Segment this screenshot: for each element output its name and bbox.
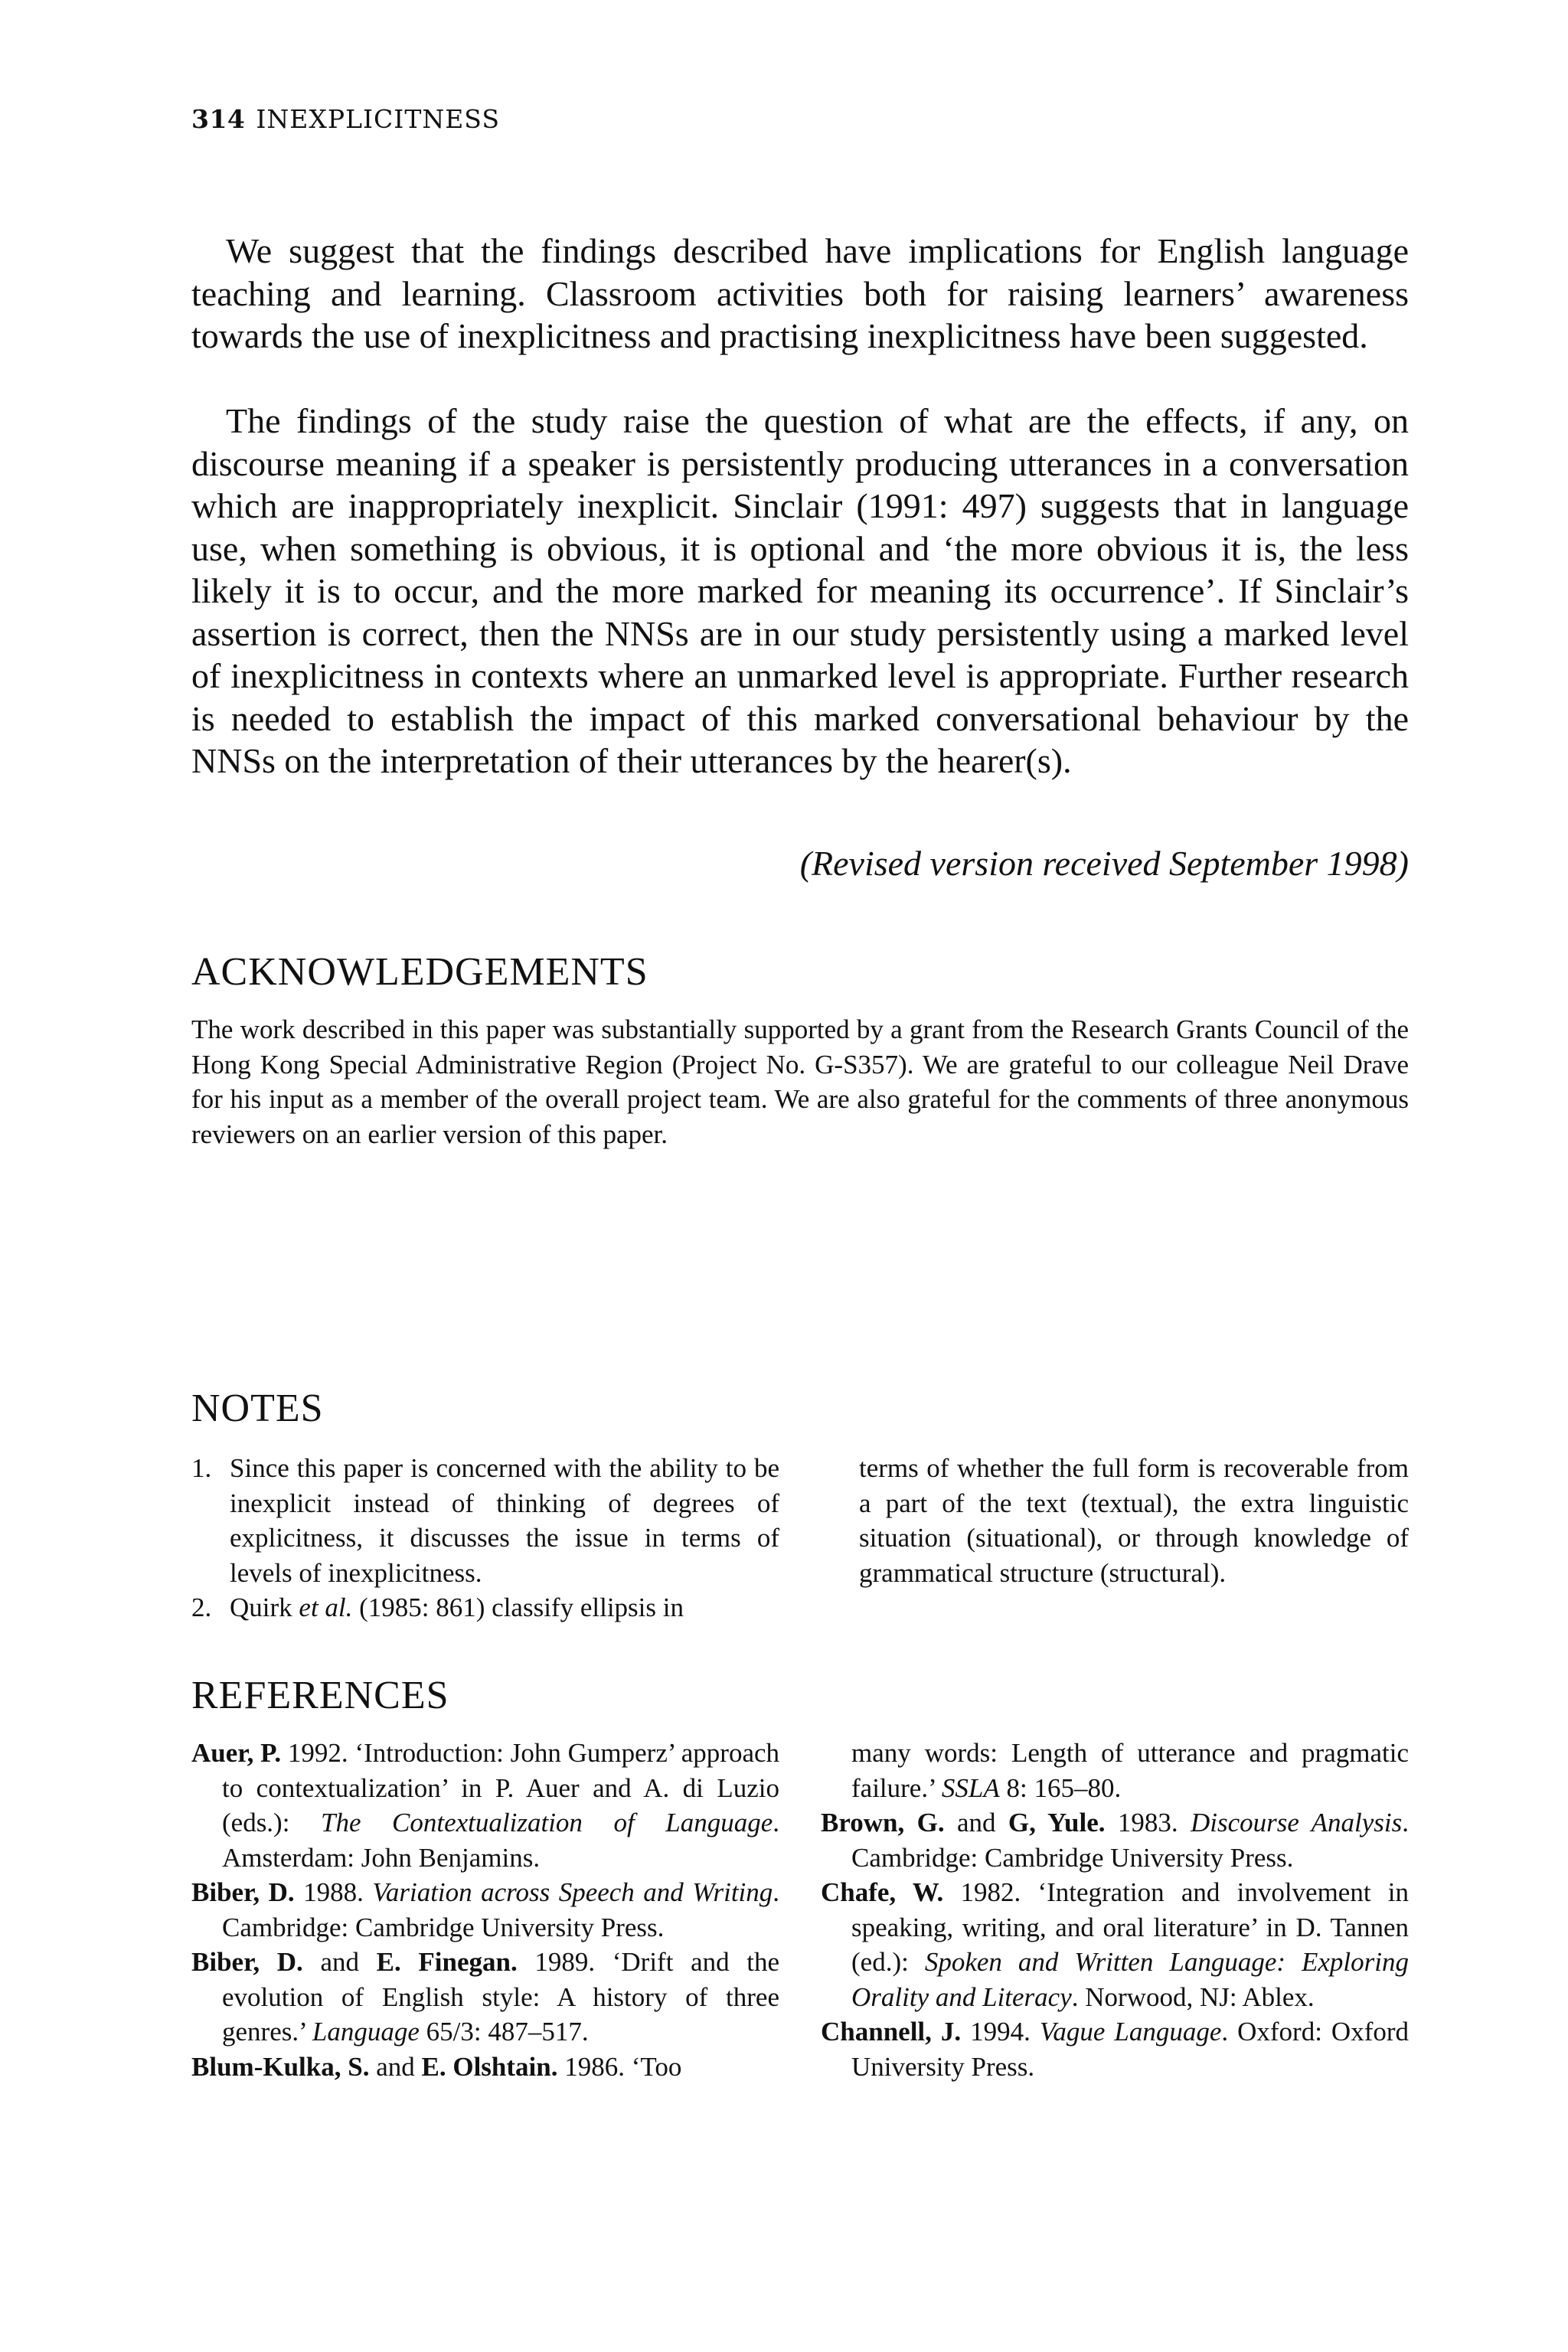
note-text: Since this paper is concerned with the ability to be inexplicit instead of thinking of degrees of explicitness, it discusses the issue in terms of levels of inexplicitness.	[230, 1453, 779, 1588]
note-lead: Quirk	[230, 1592, 292, 1622]
reference-authors: Chafe, W.	[821, 1877, 944, 1907]
reference-title: Variation across Speech and Writing	[372, 1877, 773, 1907]
reference-authors: E. Finegan.	[376, 1947, 518, 1977]
page-number: 314	[191, 104, 246, 134]
reference-entry: Biber, D. 1988. Variation across Speech and Writing. Cambridge: Cambridge University Press.	[191, 1877, 780, 1942]
reference-entry: Biber, D. and E. Finegan. 1989. ‘Drift and the evolution of English style: A history of three genres.’ Language 65/3: 487–517.	[191, 1947, 779, 2047]
note-item	[191, 1590, 779, 1625]
reference-authors: Biber, D.	[191, 1947, 303, 1977]
acknowledgements-text: The work described in this paper was substantially supported by a grant from the Research Grants Council of the Hong Kong Special Administrative Region (Project No. G-S357). We are grateful to our colleague Neil Drave for his input as a member of the overall project team. We are also grateful for the comments of three anonymous reviewers on an earlier version of this paper.	[191, 1014, 1409, 1149]
reference-authors: Auer, P.	[191, 1738, 282, 1768]
reference-entry: Channell, J. 1994. Vague Language. Oxford: Oxford University Press.	[821, 2017, 1410, 2082]
reference-entry: Blum-Kulka, S. and E. Olshtain. 1986. ‘Too	[191, 2051, 682, 2082]
reference-authors: E. Olshtain.	[421, 2051, 558, 2082]
notes-column-left	[191, 1451, 779, 1625]
reference-authors: Biber, D.	[191, 1877, 295, 1907]
reference-authors: Channell, J.	[821, 2017, 962, 2047]
reference-authors: Brown, G.	[821, 1808, 945, 1838]
references-column-right	[821, 1736, 1409, 2084]
note-item	[191, 1451, 779, 1590]
revision-note: (Revised version received September 1998)	[799, 844, 1409, 883]
reference-authors: G, Yule.	[1008, 1808, 1106, 1838]
body-paragraph: The findings of the study raise the question of what are the effects, if any, on discourse meaning if a speaker is persistently producing utterances in a conversation which are inappropriately inexplicit. Sinclair (1991: 497) suggests that in language use, when something is obvious, it is optional and ‘the more obvious it is, the less likely it is to occur, and the more marked for meaning its occurrence’. If Sinclair’s assertion is correct, then the NNSs are in our study persistently using a marked level of inexplicitness in contexts where an unmarked level is appropriate. Further research is needed to establish the impact of this marked conversational behaviour by the NNSs on the interpretation of their utterances by the hearer(s).	[191, 401, 1409, 780]
note-lead-italic: et al.	[299, 1592, 353, 1622]
references-heading: REFERENCES	[191, 1674, 449, 1717]
note-continuation: terms of whether the full form is recoverable from a part of the text (textual), the extra linguistic situation (situational), or through knowledge of grammatical structure (structural).	[859, 1453, 1409, 1588]
reference-title: Discourse Analysis	[1190, 1808, 1403, 1838]
reference-entry: Brown, G. and G, Yule. 1983. Discourse Analysis. Cambridge: Cambridge University Press.	[821, 1808, 1410, 1873]
notes-column-right	[821, 1451, 1409, 1590]
acknowledgements-heading: ACKNOWLEDGEMENTS	[191, 950, 648, 994]
reference-continuation: many words: Length of utterance and pragmatic failure.’ SSLA 8: 165–80.	[851, 1738, 1409, 1803]
reference-title: Language	[312, 2017, 420, 2047]
reference-title: Spoken and Written Language: Exploring Orality and Literacy	[851, 1947, 1409, 2012]
notes-heading: NOTES	[191, 1387, 324, 1430]
running-head	[191, 104, 500, 134]
note-number: 2.	[191, 1592, 212, 1622]
reference-entry: Auer, P. 1992. ‘Introduction: John Gumperz’ approach to contextualization’ in P. Auer and A. di Luzio (eds.): The Contextualization of Language. Amsterdam: John Benjamins.	[191, 1738, 780, 1873]
note-text: (1985: 861) classify ellipsis in	[359, 1592, 684, 1622]
references-column-left	[191, 1736, 779, 2084]
reference-authors: Blum-Kulka, S.	[191, 2051, 370, 2082]
note-number: 1.	[191, 1453, 212, 1483]
running-title: INEXPLICITNESS	[256, 104, 500, 134]
body-paragraph: We suggest that the findings described have implications for English language teaching and learning. Classroom activities both for raising learners’ awareness towards the use of inexplicitness and practising inexplicitness have been suggested.	[191, 231, 1409, 355]
reference-title: Vague Language	[1039, 2017, 1222, 2047]
reference-title: The Contextualization of Language	[321, 1808, 773, 1838]
reference-entry: Chafe, W. 1982. ‘Integration and involvement in speaking, writing, and oral literature’ in D. Tannen (ed.): Spoken and Written Language: Exploring Orality and Literacy. Norwood, NJ: Ablex.	[821, 1877, 1409, 2012]
